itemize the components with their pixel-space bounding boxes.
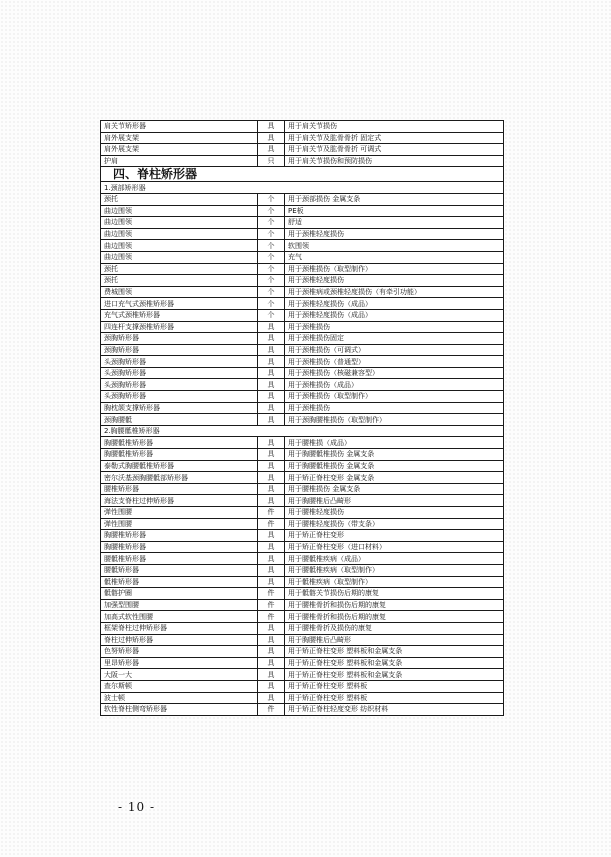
product-name-cell: 脊柱过伸矫形器	[101, 634, 258, 646]
usage-cell: 用于肩关节及肱骨骨折 可调式	[285, 144, 504, 156]
table-row	[101, 263, 504, 275]
usage-cell: 用于胸腰椎后凸畸形	[285, 634, 504, 646]
usage-cell: PE板	[285, 205, 504, 217]
usage-cell: 用于骶髂关节损伤后期的康复	[285, 588, 504, 600]
usage-cell: 用于腰椎骨折及损伤的康复	[285, 622, 504, 634]
usage-cell: 充气	[285, 251, 504, 263]
usage-cell: 舒适	[285, 217, 504, 229]
unit-cell: 具	[258, 437, 285, 449]
table-row	[101, 193, 504, 205]
product-name-cell: 曲边围领	[101, 205, 258, 217]
table-row	[101, 680, 504, 692]
usage-cell: 用于矫正脊柱变形 塑料板和金属支条	[285, 669, 504, 681]
subsection-title-text: 2.胸腰骶椎矫形器	[101, 425, 504, 437]
unit-cell: 个	[258, 251, 285, 263]
product-name-cell: 颈托	[101, 275, 258, 287]
product-name-cell: 胸腰骶椎矫形器	[101, 449, 258, 461]
table-row	[101, 611, 504, 623]
usage-cell: 用于颈椎轻度损伤	[285, 275, 504, 287]
table-row	[101, 588, 504, 600]
unit-cell: 具	[258, 449, 285, 461]
table-row	[101, 460, 504, 472]
usage-cell: 用于腰椎轻度损伤	[285, 507, 504, 519]
table-row	[101, 657, 504, 669]
table-row	[101, 564, 504, 576]
product-name-cell: 框架脊柱过伸矫形器	[101, 622, 258, 634]
usage-cell: 用于腰椎骨折和损伤后期的康复	[285, 599, 504, 611]
unit-cell: 只	[258, 155, 285, 167]
page-number: - 10 -	[118, 800, 156, 814]
usage-cell: 用于颈椎损伤（核磁兼容型）	[285, 367, 504, 379]
product-name-cell: 腰骶椎矫形器	[101, 553, 258, 565]
table-row	[101, 518, 504, 530]
table-row	[101, 217, 504, 229]
usage-cell: 用于颈椎损伤	[285, 402, 504, 414]
table-row	[101, 379, 504, 391]
table-row	[101, 321, 504, 333]
product-name-cell: 胸腰椎矫形器	[101, 530, 258, 542]
product-name-cell: 胸腰骶椎矫形器	[101, 437, 258, 449]
usage-cell: 用于矫正脊柱变形 塑料板和金属支条	[285, 657, 504, 669]
usage-cell: 用于腰椎轻度损伤（带支条）	[285, 518, 504, 530]
product-name-cell: 颈胸矫形器	[101, 344, 258, 356]
unit-cell: 件	[258, 588, 285, 600]
product-name-cell: 弹性围腰	[101, 518, 258, 530]
orthosis-table	[100, 120, 504, 716]
table-row	[101, 507, 504, 519]
usage-cell: 用于胸腰骶椎损伤 金属支条	[285, 449, 504, 461]
product-name-cell: 进口充气式颈椎矫形器	[101, 298, 258, 310]
product-name-cell: 查尔斯顿	[101, 680, 258, 692]
table-row	[101, 251, 504, 263]
product-name-cell: 加强型围腰	[101, 599, 258, 611]
usage-cell: 用于颈椎损伤（取型制作）	[285, 391, 504, 403]
usage-cell: 用于颈椎损伤	[285, 321, 504, 333]
subsection-title	[101, 182, 504, 194]
product-name-cell: 软性脊柱侧弯矫形器	[101, 704, 258, 716]
product-name-cell: 波士顿	[101, 692, 258, 704]
usage-cell: 用于骶椎疾病（取型制作）	[285, 576, 504, 588]
table-row	[101, 449, 504, 461]
table-row	[101, 553, 504, 565]
unit-cell: 具	[258, 144, 285, 156]
product-name-cell: 密尔沃基颈胸腰骶部矫形器	[101, 472, 258, 484]
usage-cell: 用于矫正脊柱轻度变形 纺织材料	[285, 704, 504, 716]
table-row	[101, 576, 504, 588]
product-table-sheet	[100, 120, 503, 716]
table-row	[101, 495, 504, 507]
unit-cell: 具	[258, 414, 285, 426]
product-name-cell: 色努矫形器	[101, 646, 258, 658]
table-row	[101, 155, 504, 167]
usage-cell: 用于肩关节及肱骨骨折 固定式	[285, 132, 504, 144]
unit-cell: 个	[258, 228, 285, 240]
unit-cell: 具	[258, 553, 285, 565]
product-name-cell: 头颈胸矫形器	[101, 379, 258, 391]
unit-cell: 个	[258, 240, 285, 252]
table-row	[101, 634, 504, 646]
product-name-cell: 骶椎矫形器	[101, 576, 258, 588]
unit-cell: 个	[258, 263, 285, 275]
table-row	[101, 356, 504, 368]
subsection-title-text: 1.颈部矫形器	[101, 182, 504, 194]
unit-cell: 个	[258, 205, 285, 217]
table-row	[101, 228, 504, 240]
product-name-cell: 曲边围领	[101, 240, 258, 252]
unit-cell: 具	[258, 680, 285, 692]
product-name-cell: 头颈胸矫形器	[101, 367, 258, 379]
unit-cell: 具	[258, 379, 285, 391]
unit-cell: 具	[258, 541, 285, 553]
usage-cell: 用于颈椎损伤（取型制作）	[285, 263, 504, 275]
usage-cell: 用于肩关节损伤和预防损伤	[285, 155, 504, 167]
table-row	[101, 121, 504, 133]
subsection-title	[101, 425, 504, 437]
unit-cell: 具	[258, 344, 285, 356]
table-row	[101, 298, 504, 310]
product-name-cell: 颈托	[101, 193, 258, 205]
usage-cell: 用于腰骶椎疾病（取型制作）	[285, 564, 504, 576]
unit-cell: 具	[258, 530, 285, 542]
unit-cell: 件	[258, 704, 285, 716]
usage-cell: 用于矫正脊柱变形 金属支条	[285, 472, 504, 484]
product-name-cell: 胸腰椎矫形器	[101, 541, 258, 553]
usage-cell: 用于颈椎损伤（可调式）	[285, 344, 504, 356]
usage-cell: 用于颈部损伤 金属支条	[285, 193, 504, 205]
usage-cell: 用于胸腰椎后凸畸形	[285, 495, 504, 507]
table-row	[101, 669, 504, 681]
product-name-cell: 费城围领	[101, 286, 258, 298]
table-row	[101, 622, 504, 634]
product-name-cell: 泰勒式胸腰骶椎矫形器	[101, 460, 258, 472]
table-row	[101, 483, 504, 495]
unit-cell: 具	[258, 367, 285, 379]
usage-cell: 用于颈椎损伤固定	[285, 333, 504, 345]
product-name-cell: 四连杆支撑颈椎矫形器	[101, 321, 258, 333]
table-row	[101, 402, 504, 414]
product-name-cell: 腰椎矫形器	[101, 483, 258, 495]
table-row	[101, 692, 504, 704]
table-row	[101, 704, 504, 716]
product-name-cell: 曲边围领	[101, 251, 258, 263]
usage-cell: 用于腰椎损（成品）	[285, 437, 504, 449]
usage-cell: 用于肩关节损伤	[285, 121, 504, 133]
usage-cell: 用于颈椎病或颈椎轻度损伤（有牵引功能）	[285, 286, 504, 298]
table-row	[101, 541, 504, 553]
unit-cell: 具	[258, 391, 285, 403]
product-name-cell: 曲边围领	[101, 217, 258, 229]
table-row	[101, 414, 504, 426]
product-name-cell: 弹性围腰	[101, 507, 258, 519]
table-row	[101, 286, 504, 298]
table-row	[101, 391, 504, 403]
product-name-cell: 加高式软性围腰	[101, 611, 258, 623]
table-row	[101, 530, 504, 542]
unit-cell: 具	[258, 576, 285, 588]
usage-cell: 用于矫正脊柱变形 塑料板和金属支条	[285, 646, 504, 658]
product-name-cell: 大阪一大	[101, 669, 258, 681]
unit-cell: 具	[258, 121, 285, 133]
table-row	[101, 333, 504, 345]
unit-cell: 具	[258, 483, 285, 495]
usage-cell: 用于矫正脊柱变形	[285, 530, 504, 542]
usage-cell: 用于腰骶椎疾病（成品）	[285, 553, 504, 565]
unit-cell: 个	[258, 275, 285, 287]
table-row	[101, 344, 504, 356]
table-row	[101, 309, 504, 321]
product-name-cell: 骶髂护圈	[101, 588, 258, 600]
product-name-cell: 护肩	[101, 155, 258, 167]
unit-cell: 具	[258, 646, 285, 658]
table-row	[101, 437, 504, 449]
unit-cell: 具	[258, 495, 285, 507]
unit-cell: 个	[258, 286, 285, 298]
unit-cell: 具	[258, 333, 285, 345]
table-row	[101, 144, 504, 156]
table-row	[101, 646, 504, 658]
usage-cell: 用于颈椎损伤（普通型）	[285, 356, 504, 368]
product-name-cell: 肩关节矫形器	[101, 121, 258, 133]
section-title	[101, 167, 504, 182]
product-name-cell: 头颈胸矫形器	[101, 356, 258, 368]
unit-cell: 件	[258, 507, 285, 519]
usage-cell: 用于颈椎轻度损伤	[285, 228, 504, 240]
unit-cell: 具	[258, 356, 285, 368]
unit-cell: 件	[258, 518, 285, 530]
product-name-cell: 海法支脊柱过伸矫形器	[101, 495, 258, 507]
usage-cell: 软围领	[285, 240, 504, 252]
usage-cell: 用于矫正脊柱变形（进口材料）	[285, 541, 504, 553]
unit-cell: 具	[258, 132, 285, 144]
unit-cell: 个	[258, 298, 285, 310]
product-name-cell: 腰骶矫形器	[101, 564, 258, 576]
table-row	[101, 275, 504, 287]
product-name-cell: 肩外展支架	[101, 144, 258, 156]
product-name-cell: 曲边围领	[101, 228, 258, 240]
usage-cell: 用于颈椎轻度损伤（成品）	[285, 298, 504, 310]
unit-cell: 具	[258, 460, 285, 472]
usage-cell: 用于矫正脊柱变形 塑料板	[285, 680, 504, 692]
table-row	[101, 367, 504, 379]
unit-cell: 个	[258, 217, 285, 229]
product-name-cell: 头颈胸矫形器	[101, 391, 258, 403]
product-name-cell: 颈胸矫形器	[101, 333, 258, 345]
usage-cell: 用于矫正脊柱变形 塑料板	[285, 692, 504, 704]
unit-cell: 个	[258, 309, 285, 321]
table-row	[101, 240, 504, 252]
product-name-cell: 颈胸腰骶	[101, 414, 258, 426]
product-name-cell: 里昂矫形器	[101, 657, 258, 669]
unit-cell: 件	[258, 599, 285, 611]
product-name-cell: 胸枕颌支撑矫形器	[101, 402, 258, 414]
table-row	[101, 599, 504, 611]
unit-cell: 个	[258, 193, 285, 205]
unit-cell: 件	[258, 611, 285, 623]
product-name-cell: 充气式颈椎矫形器	[101, 309, 258, 321]
unit-cell: 具	[258, 402, 285, 414]
usage-cell: 用于颈椎损伤（成品）	[285, 379, 504, 391]
unit-cell: 具	[258, 321, 285, 333]
unit-cell: 具	[258, 634, 285, 646]
unit-cell: 具	[258, 657, 285, 669]
section-title-text: 四、脊柱矫形器	[101, 167, 504, 182]
usage-cell: 用于颈椎轻度损伤（成品）	[285, 309, 504, 321]
table-row	[101, 132, 504, 144]
unit-cell: 具	[258, 669, 285, 681]
unit-cell: 具	[258, 692, 285, 704]
usage-cell: 用于颈胸腰椎损伤（取型制作）	[285, 414, 504, 426]
table-row	[101, 205, 504, 217]
table-row	[101, 472, 504, 484]
unit-cell: 具	[258, 472, 285, 484]
product-name-cell: 颈托	[101, 263, 258, 275]
usage-cell: 用于腰椎损伤 金属支条	[285, 483, 504, 495]
product-name-cell: 肩外展支架	[101, 132, 258, 144]
unit-cell: 具	[258, 564, 285, 576]
unit-cell: 具	[258, 622, 285, 634]
usage-cell: 用于腰椎骨折和损伤后期的康复	[285, 611, 504, 623]
usage-cell: 用于胸腰骶椎损伤 金属支条	[285, 460, 504, 472]
